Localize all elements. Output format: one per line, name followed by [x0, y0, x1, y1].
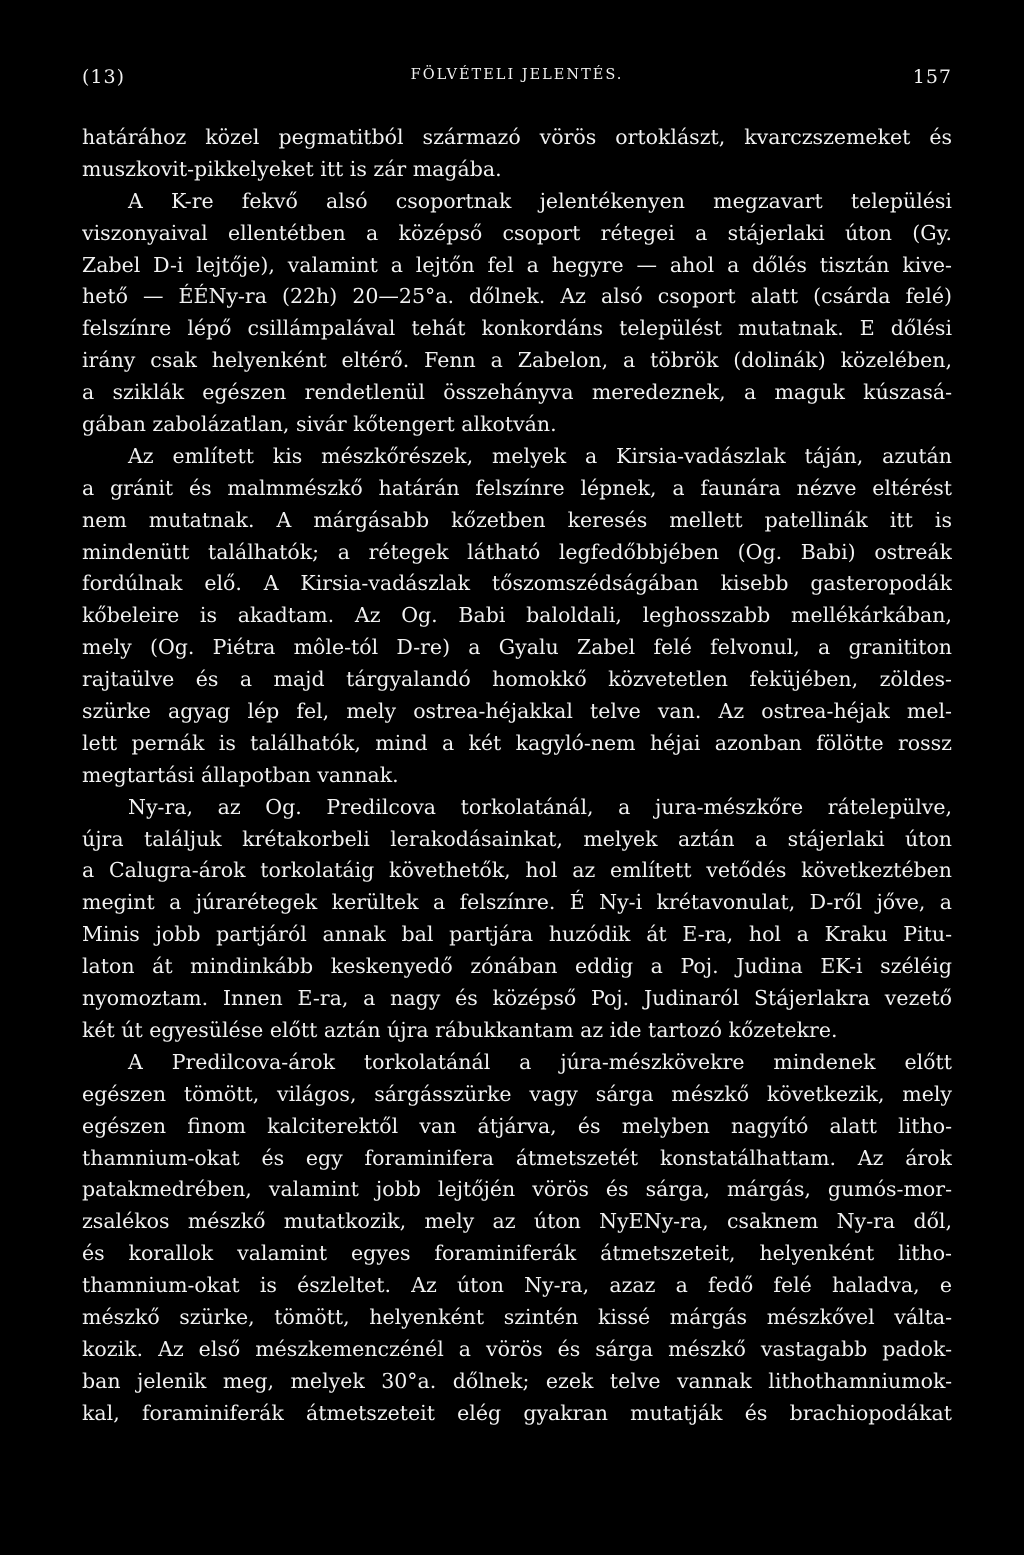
text-line: megtartási állapotban vannak.: [82, 762, 399, 787]
text-line: nyomoztam. Innen E-ra, a nagy és középső Poj. Judinaról Stájerlakra vezető: [82, 986, 952, 1011]
text-line: a sziklák egészen rendetlenül összehányva meredeznek, a maguk kúszasá-: [82, 380, 952, 405]
running-title: FÖLVÉTELI JELENTÉS.: [410, 67, 624, 83]
text-line: felszínre lépő csillámpalával tehát konkordáns települést mutatnak. E dőlési: [82, 316, 952, 341]
text-line: gában zabolázatlan, sivár kőtengert alkotván.: [82, 412, 557, 437]
text-line: lett pernák is találhatók, mind a két kagyló-nem héjai azonban fölötte rossz: [82, 730, 952, 755]
text-line: nem mutatnak. A márgásabb kőzetben keresés mellett patellinák itt is: [82, 507, 952, 532]
text-line: fordúlnak elő. A Kirsia-vadászlak tőszomszédságában kisebb gasteropodák: [82, 571, 952, 596]
text-line: irány csak helyenként eltérő. Fenn a Zabelon, a töbrök (dolinák) közelében,: [82, 348, 952, 373]
text-line: viszonyaival ellentétben a középső csoport rétegei a stájerlaki úton (Gy.: [82, 220, 952, 245]
text-line: thamnium-okat és egy foraminifera átmetszetét konstatálhattam. Az árok: [82, 1145, 952, 1170]
text-line: a Calugra-árok torkolatáig követhetők, hol az említett vetődés következtében: [82, 858, 952, 883]
text-line: mészkő szürke, tömött, helyenként szintén kissé márgás mészkővel válta-: [82, 1304, 952, 1329]
text-line: kal, foraminiferák átmetszeteit elég gyakran mutatják és brachiopodákat: [82, 1400, 952, 1425]
text-line: A Predilcova-árok torkolatánál a júra-mészkövekre mindenek előtt: [128, 1049, 952, 1074]
text-line: két út egyesülése előtt aztán újra rábukkantam az ide tartozó kőzetekre.: [82, 1017, 838, 1042]
text-line: zsalékos mészkő mutatkozik, mely az úton NyENy-ra, csaknem Ny-ra dől,: [82, 1209, 952, 1234]
text-line: kőbeleire is akadtam. Az Og. Babi baloldali, leghosszabb mellékárkában,: [82, 603, 952, 628]
chapter-number: (13): [82, 66, 126, 88]
text-line: muszkovit-pikkelyeket itt is zár magába.: [82, 156, 502, 181]
text-line: Ny-ra, az Og. Predilcova torkolatánál, a jura-mészkőre rátelepülve,: [128, 794, 952, 819]
text-line: patakmedrében, valamint jobb lejtőjén vörös és sárga, márgás, gumós-mor-: [82, 1177, 952, 1202]
text-line: egészen tömött, világos, sárgásszürke vagy sárga mészkő következik, mely: [82, 1081, 952, 1106]
text-line: megint a júrarétegek kerültek a felszínre. É Ny-i krétavonulat, D-ről jőve, a: [82, 890, 952, 915]
text-line: Minis jobb partjáról annak bal partjára huzódik át E-ra, hol a Kraku Pitu-: [82, 922, 952, 947]
text-line: laton át mindinkább keskenyedő zónában eddig a Poj. Judina EK-i széléig: [82, 954, 952, 979]
text-line: mely (Og. Piétra môle-tól D-re) a Gyalu Zabel felé felvonul, a granititon: [82, 635, 952, 660]
text-line: újra találjuk krétakorbeli lerakodásainkat, melyek aztán a stájerlaki úton: [82, 826, 952, 851]
text-line: A K-re fekvő alsó csoportnak jelentékenyen megzavart települési: [128, 188, 952, 213]
text-line: a gránit és malmmészkő határán felszínre lépnek, a faunára nézve eltérést: [82, 475, 952, 500]
text-line: Az említett kis mészkőrészek, melyek a Kirsia-vadászlak táján, azután: [128, 443, 952, 468]
text-line: mindenütt találhatók; a rétegek látható legfedőbbjében (Og. Babi) ostreák: [82, 539, 952, 564]
page-number: 157: [912, 66, 952, 88]
text-line: ban jelenik meg, melyek 30°a. dőlnek; ezek telve vannak lithothamniumok-: [82, 1368, 952, 1393]
text-line: thamnium-okat is észleltet. Az úton Ny-ra, azaz a fedő felé haladva, e: [82, 1273, 952, 1298]
text-line: hető — ÉÉNy-ra (22h) 20—25°a. dőlnek. Az alsó csoport alatt (csárda felé): [82, 284, 952, 309]
text-line: szürke agyag lép fel, mely ostrea-héjakkal telve van. Az ostrea-héjak mel-: [82, 699, 952, 724]
running-head: [82, 66, 952, 96]
text-line: és korallok valamint egyes foraminiferák átmetszeteit, helyenként litho-: [82, 1241, 952, 1266]
text-line: rajtaülve és a majd tárgyalandó homokkő közvetetlen feküjében, zöldes-: [82, 667, 952, 692]
body-text: [82, 122, 952, 1430]
text-line: kozik. Az első mészkemenczénél a vörös és sárga mészkő vastagabb padok-: [82, 1336, 952, 1361]
text-line: Zabel D-i lejtője), valamint a lejtőn fel a hegyre — ahol a dőlés tisztán kive-: [82, 252, 952, 277]
text-line: határához közel pegmatitból származó vörös ortoklászt, kvarczszemeket és: [82, 125, 952, 149]
text-line: egészen finom kalciterektől van átjárva, és melyben nagyító alatt litho-: [82, 1113, 952, 1138]
